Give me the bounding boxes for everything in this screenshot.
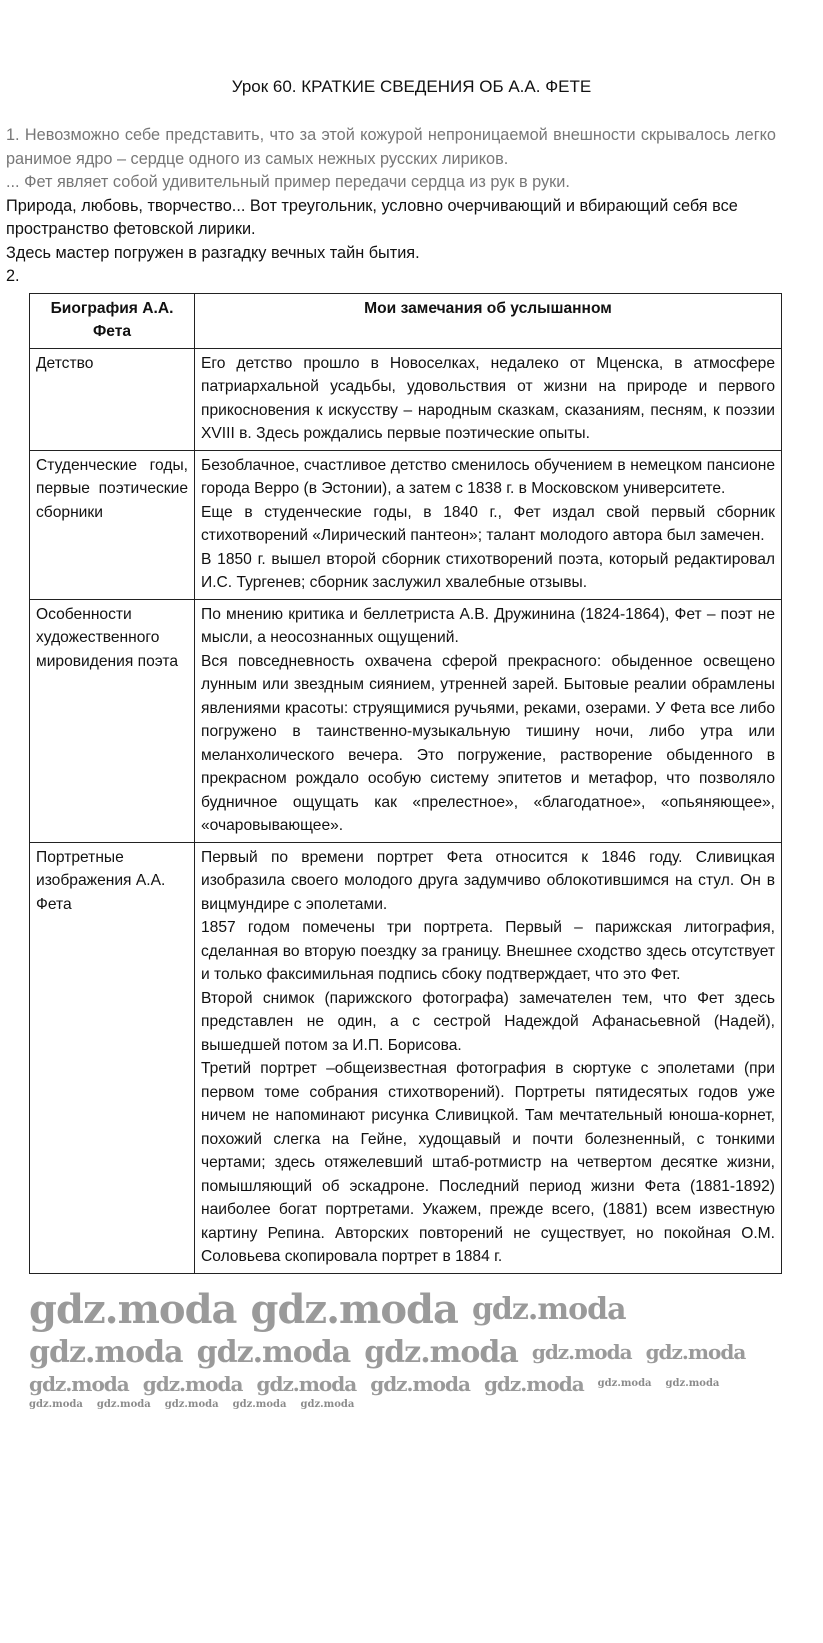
watermark: gdz.moda bbox=[29, 1371, 129, 1396]
table-row bbox=[30, 450, 782, 599]
watermark: gdz.moda bbox=[196, 1334, 351, 1370]
note-paragraph: В 1850 г. вышел второй сборник стихотворений поэта, который редактировал И.С. Тургенев; сборник заслужил хвалебные отзывы. bbox=[201, 550, 775, 591]
table-header-row bbox=[30, 293, 782, 348]
watermark: gdz.moda bbox=[29, 1334, 183, 1370]
column-header-biography: Биография А.А. Фета bbox=[30, 293, 195, 348]
watermark: gdz.moda bbox=[471, 1292, 626, 1327]
watermark: gdz.moda bbox=[232, 1398, 287, 1410]
page-title: Урок 60. КРАТКИЕ СВЕДЕНИЯ ОБ А.А. ФЕТЕ bbox=[231, 77, 592, 96]
note-paragraph: Безоблачное, счастливое детство сменилось обучением в немецком пансионе города Верро (в Эстонии), а затем с 1838 г. в Московском университете. bbox=[201, 456, 775, 497]
table-row bbox=[30, 842, 782, 1273]
column-header-notes: Мои замечания об услышанном bbox=[195, 293, 782, 348]
table-row bbox=[30, 599, 782, 842]
note-paragraph: По мнению критика и беллетриста А.В. Дружинина (1824-1864), Фет – поэт не мысли, а неосознанных ощущений. bbox=[201, 605, 775, 646]
watermark: gdz.moda bbox=[256, 1371, 357, 1396]
intro-paragraph: 1. Невозможно себе представить, что за этой кожурой непроницаемой внешности скрывалось легко ранимое ядро – сердце одного из самых нежных русских лириков. bbox=[6, 126, 776, 168]
section-1 bbox=[6, 124, 776, 289]
intro-paragraph: ... Фет являет собой удивительный пример передачи сердца из рук в руки. bbox=[6, 173, 570, 191]
row-topic: Портретные изображения А.А. Фета bbox=[30, 842, 195, 1273]
row-notes bbox=[195, 842, 782, 1273]
note-paragraph: Вся повседневность охвачена сферой прекрасного: обыденное освещено лунным или звездным сиянием, утренней зарей. Бытовые реалии обрамлены явлениями красоты: струящимися ручьями, реками, озерами. У Фета все либо погружено в таинственно-музыкальную тишину ночи, либо утра или меланхолического вечера. Это погружение, растворение обыденного в прекрасном рождало особую систему эпитетов и метафор, что позволяло будничное ощущать как «прелестное», «благодатное», «опьяняющее», «очаровывающее». bbox=[201, 652, 775, 834]
row-topic: Студенческие годы, первые поэтические сборники bbox=[30, 450, 195, 599]
watermark: gdz.moda bbox=[531, 1340, 632, 1364]
note-paragraph: 1857 годом помечены три портрета. Первый – парижская литография, сделанная во вторую поездку за границу. Внешнее сходство здесь отсутствует и только факсимильная подпись сбоку подтверждает, что это Фет. bbox=[201, 919, 775, 983]
watermark: gdz.moda bbox=[483, 1371, 584, 1396]
note-paragraph: Первый по времени портрет Фета относится к 1846 году. Сливицкая изобразила своего молодого друга задумчиво облокотившимся на стул. Он в вицмундире с эполетами. bbox=[201, 848, 775, 913]
note-paragraph: Его детство прошло в Новоселках, недалеко от Мценска, в атмосфере патриархальной усадьбы, удовольствия от жизни на природе и первого прикосновения к искусству – народным сказкам, сказаниям, песням, к поэзии XVIII в. Здесь рождались первые поэтические опыты. bbox=[201, 354, 775, 442]
note-paragraph: Еще в студенческие годы, в 1840 г., Фет издал свой первый сборник стихотворений «Лирический пантеон»; талант молодого автора был замечен. bbox=[201, 503, 775, 544]
note-paragraph: Третий портрет –общеизвестная фотография в сюртуке с эполетами (при первом томе собрания стихотворений). Портреты пятидесятых годов уже ничем не напоминают рисунка Сливицкой. Там мечтательный юноша-корнет, похожий слегка на Гейне, худощавый и почти болезненный, с тонкими чертами; здесь отяжелевший штаб-ротмистр на четвертом десятке жизни, помышляющий об эскадроне. Последний период жизни Фета (1881-1892) наиболее богат портретами. Укажем, прежде всего, (1881) всем известную картину Репина. Авторских повторений не существует, но покойная О.М. Соловьева скопировала портрет в 1884 г. bbox=[201, 1060, 775, 1265]
watermark: gdz.moda bbox=[300, 1398, 355, 1410]
watermark: gdz.moda bbox=[142, 1371, 243, 1396]
intro-paragraph: Природа, любовь, творчество... Вот треугольник, условно очерчивающий и вбирающий себя все пространство фетовской лирики. bbox=[6, 196, 738, 238]
row-notes bbox=[195, 599, 782, 842]
row-notes bbox=[195, 348, 782, 450]
section-2-label: 2. bbox=[6, 267, 20, 285]
watermark-area bbox=[29, 1285, 782, 1410]
row-topic: Детство bbox=[30, 348, 195, 450]
biography-table bbox=[29, 293, 782, 1274]
row-topic: Особенности художественного мировидения поэта bbox=[30, 599, 195, 842]
note-paragraph: Второй снимок (парижского фотографа) замечателен тем, что Фет здесь представлен не один, а с сестрой Надеждой Афанасьевной (Надей), вышедшей потом за И.П. Борисова. bbox=[201, 989, 775, 1054]
watermark: gdz.moda bbox=[370, 1371, 470, 1396]
watermark: gdz.moda bbox=[645, 1340, 746, 1364]
watermark: gdz.moda bbox=[665, 1378, 720, 1389]
watermark: gdz.moda bbox=[250, 1285, 458, 1333]
watermark: gdz.moda bbox=[364, 1334, 518, 1370]
watermark: gdz.moda bbox=[29, 1398, 83, 1410]
table-row bbox=[30, 348, 782, 450]
row-notes bbox=[195, 450, 782, 599]
watermark: gdz.moda bbox=[597, 1378, 652, 1389]
watermark: gdz.moda bbox=[96, 1398, 151, 1410]
intro-paragraph: Здесь мастер погружен в разгадку вечных тайн бытия. bbox=[6, 243, 420, 262]
watermark: gdz.moda bbox=[164, 1398, 219, 1410]
watermark: gdz.moda bbox=[29, 1285, 237, 1333]
